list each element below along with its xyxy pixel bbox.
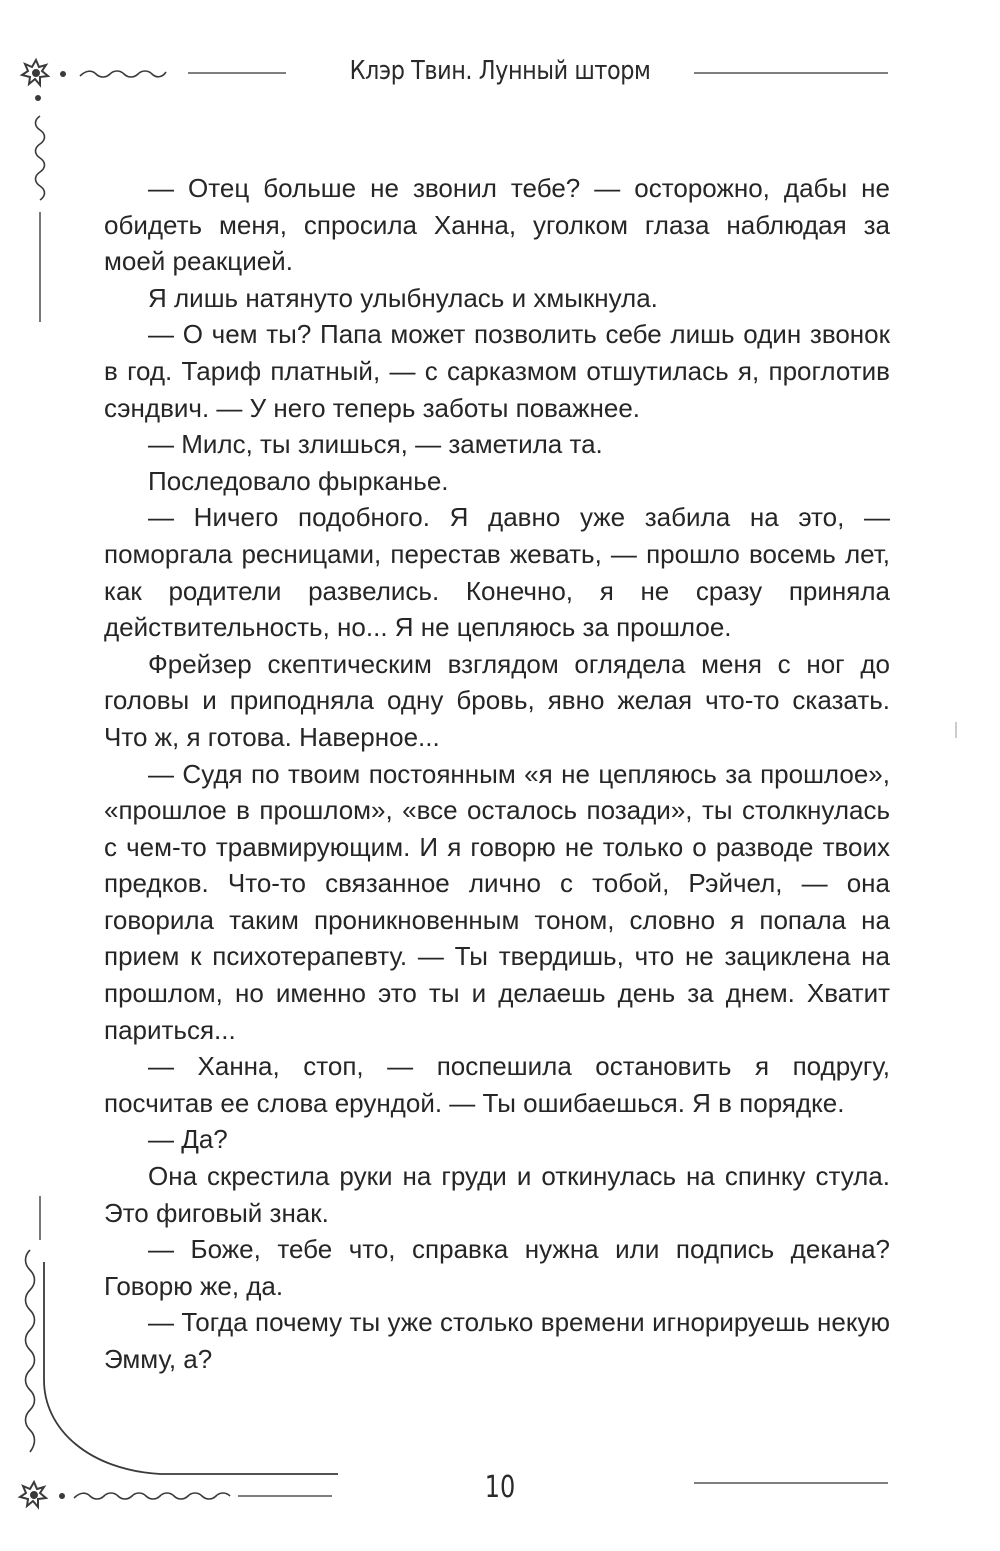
paragraph: — Боже, тебе что, справка нужна или подпись декана? Говорю же, да. — [104, 1234, 890, 1301]
left-dot-icon — [35, 95, 41, 101]
paragraph: — О чем ты? Папа может позволить себе лишь один звонок в год. Тариф платный, — с сарказмом отшутилась я, проглотив сэндвич. — У него теперь заботы поважнее. — [104, 319, 890, 423]
bottom-left-vertical-chain — [26, 1250, 35, 1452]
paragraph: Она скрестила руки на груди и откинулась на спинку стула. Это фиговый знак. — [104, 1161, 890, 1228]
paragraph: — Ничего подобного. Я давно уже забила на это, — поморгала ресницами, перестав жевать, — прошло восемь лет, как родители развелись. Конечно, я не сразу приняла действительность, но... Я не цепляюсь за прошлое. — [104, 502, 890, 643]
bottom-swirl-chain — [74, 1493, 230, 1499]
paragraph: — Судя по твоим постоянным «я не цепляюсь за прошлое», «прошлое в прошлом», «все осталось позади», ты столкнулась с чем-то травмирующим. И я говорю не только о разводе твоих предков. Что-то связанное лично с тобой, Рэйчел, — она говорила таким проникновенным тоном, словно я попала на прием к психотерапевту. — Ты твердишь, что не зациклена на прошлом, но именно это ты и делаешь день за днем. Хватит париться... — [104, 758, 890, 1045]
top-star-icon — [22, 60, 48, 85]
top-dot-icon — [60, 71, 66, 77]
paragraph: Я лишь натянуто улыбнулась и хмыкнула. — [148, 282, 658, 313]
paragraph: Фрейзер скептическим взглядом оглядела меня с ног до головы и приподняла одну бровь, явно желая что-то сказать. Что ж, я готова. Наверное... — [104, 648, 890, 752]
bottom-star-icon — [20, 1482, 46, 1507]
paragraph: — Тогда почему ты уже столько времени игнорируешь некую Эмму, а? — [104, 1307, 890, 1374]
paragraph: — Милс, ты злишься, — заметила та. — [148, 429, 603, 460]
paragraph: — Отец больше не звонил тебе? — осторожно, дабы не обидеть меня, спросила Ханна, уголком глаза наблюдая за моей реакцией. — [104, 173, 890, 277]
body-text — [104, 170, 890, 1378]
top-left-vertical-chain — [36, 116, 45, 200]
running-header-title: Клэр Твин. Лунный шторм — [349, 56, 651, 86]
paragraph: — Да? — [148, 1124, 228, 1155]
page-number: 10 — [484, 1470, 516, 1505]
paragraph: — Ханна, стоп, — поспешила остановить я подругу, посчитав ее слова ерундой. — Ты ошибаешься. Я в порядке. — [104, 1051, 890, 1118]
bottom-dot-icon — [59, 1493, 65, 1499]
paragraph: Последовало фырканье. — [148, 465, 449, 496]
top-swirl-chain — [80, 71, 166, 77]
